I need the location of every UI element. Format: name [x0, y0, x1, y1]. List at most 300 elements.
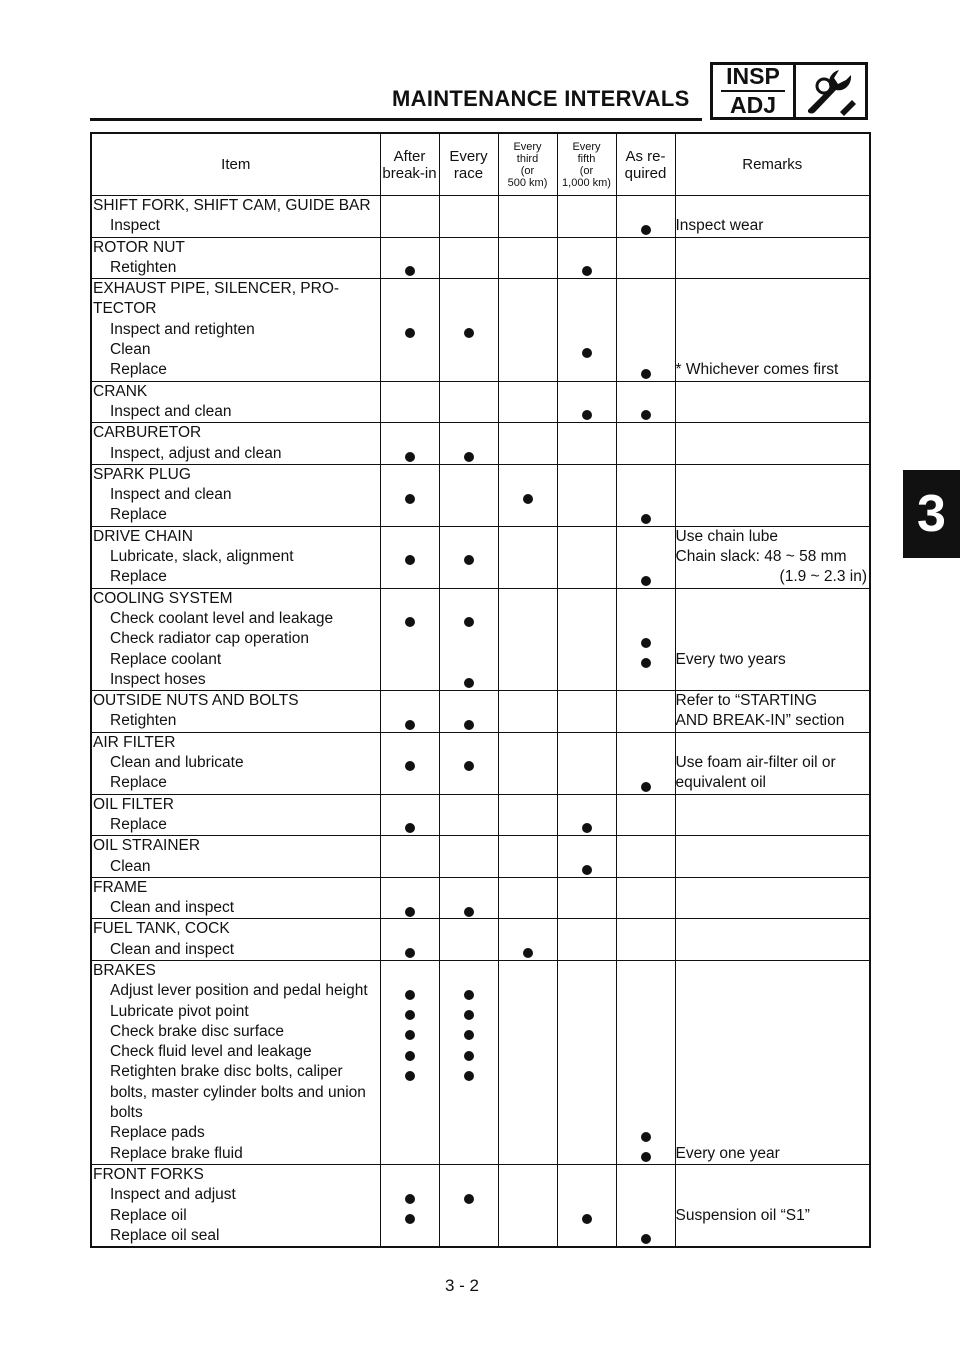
blank-line — [676, 1103, 870, 1123]
insp-adj-badge — [710, 62, 868, 120]
blank-line — [440, 773, 498, 793]
badge-bottom-text: ADJ — [729, 92, 776, 118]
blank-line — [617, 1062, 675, 1082]
category-label: TECTOR — [93, 300, 157, 318]
bullet-icon — [464, 990, 474, 1000]
mark-line — [381, 320, 439, 340]
interval-cell-as-required — [616, 464, 675, 526]
mark-line — [617, 567, 675, 587]
blank-line — [499, 1144, 557, 1164]
blank-line — [676, 670, 870, 690]
remarks-cell — [675, 381, 870, 423]
chapter-tab: 3 — [903, 470, 960, 558]
item-label: Replace coolant — [110, 650, 222, 668]
remarks-cell — [675, 960, 870, 1164]
blank-line — [676, 444, 870, 464]
blank-line — [558, 444, 616, 464]
interval-cell-as-required — [616, 526, 675, 588]
blank-line — [499, 836, 557, 856]
bullet-icon — [641, 782, 651, 792]
blank-line — [558, 423, 616, 443]
blank-line — [440, 1103, 498, 1123]
header-every-race: Every race — [439, 133, 498, 196]
item-label: Check coolant level and leakage — [110, 609, 334, 627]
blank-line — [617, 1002, 675, 1022]
item-cell — [91, 919, 380, 961]
blank-line — [676, 898, 870, 918]
interval-cell-as-required — [616, 732, 675, 794]
mark-line — [440, 1062, 498, 1082]
blank-line — [499, 711, 557, 731]
blank-line — [617, 465, 675, 485]
blank-line — [440, 382, 498, 402]
header-every-third: Every third (or 500 km) — [498, 133, 557, 196]
blank-line — [381, 505, 439, 525]
blank-line — [676, 299, 870, 319]
bullet-icon — [405, 1010, 415, 1020]
blank-line — [676, 589, 870, 609]
item-label: Replace oil seal — [110, 1226, 220, 1244]
blank-line — [499, 753, 557, 773]
blank-line — [440, 423, 498, 443]
interval-cell-every-race — [439, 794, 498, 836]
blank-line — [676, 857, 870, 877]
blank-line — [617, 444, 675, 464]
blank-line — [499, 629, 557, 649]
blank-line — [381, 836, 439, 856]
interval-cell-every-race — [439, 919, 498, 961]
category-label: ROTOR NUT — [93, 238, 185, 256]
bullet-icon — [641, 369, 651, 379]
table-row — [91, 588, 870, 690]
bullet-icon — [641, 576, 651, 586]
blank-line — [558, 981, 616, 1001]
blank-line — [381, 1103, 439, 1123]
blank-line — [617, 238, 675, 258]
interval-cell-every-fifth — [557, 423, 616, 465]
item-label: Clean and inspect — [110, 899, 235, 917]
remark-text: Suspension oil “S1” — [675, 1206, 810, 1224]
mark-line — [440, 1022, 498, 1042]
bullet-icon — [464, 1030, 474, 1040]
blank-line — [381, 691, 439, 711]
blank-line — [558, 547, 616, 567]
blank-line — [558, 733, 616, 753]
blank-line — [381, 423, 439, 443]
blank-line — [558, 609, 616, 629]
interval-cell-every-fifth — [557, 588, 616, 690]
remark-text: Chain slack: 48 ~ 58 mm — [675, 548, 847, 566]
blank-line — [440, 836, 498, 856]
blank-line — [499, 878, 557, 898]
interval-cell-every-race — [439, 526, 498, 588]
item-label: Inspect and clean — [110, 486, 232, 504]
blank-line — [676, 733, 870, 753]
interval-cell-every-fifth — [557, 381, 616, 423]
remark-text: Use foam air-filter oil or — [675, 754, 836, 772]
blank-line — [381, 1144, 439, 1164]
blank-line — [558, 1083, 616, 1103]
mark-line — [440, 1042, 498, 1062]
mark-line — [499, 940, 557, 960]
item-label: Replace brake fluid — [110, 1144, 243, 1162]
blank-line — [381, 279, 439, 299]
blank-line — [381, 1123, 439, 1143]
interval-cell-every-race — [439, 1164, 498, 1247]
mark-line — [381, 547, 439, 567]
blank-line — [558, 1002, 616, 1022]
blank-line — [381, 382, 439, 402]
blank-line — [676, 485, 870, 505]
bullet-icon — [405, 823, 415, 833]
badge-text — [713, 65, 796, 117]
table-row — [91, 794, 870, 836]
mark-line — [381, 981, 439, 1001]
header-remarks: Remarks — [675, 133, 870, 196]
interval-cell-after-break-in — [380, 279, 439, 381]
table-row — [91, 526, 870, 588]
blank-line — [499, 382, 557, 402]
item-cell — [91, 794, 380, 836]
interval-cell-as-required — [616, 960, 675, 1164]
blank-line — [440, 238, 498, 258]
bullet-icon — [582, 1214, 592, 1224]
category-label: COOLING SYSTEM — [93, 589, 233, 607]
category-label: OIL STRAINER — [93, 837, 201, 855]
mark-line — [440, 670, 498, 690]
item-label: Inspect and adjust — [110, 1186, 236, 1204]
category-label: OUTSIDE NUTS AND BOLTS — [93, 692, 299, 710]
blank-line — [499, 320, 557, 340]
blank-line — [499, 670, 557, 690]
blank-line — [617, 1185, 675, 1205]
blank-line — [499, 465, 557, 485]
bullet-icon — [405, 266, 415, 276]
interval-cell-after-break-in — [380, 423, 439, 465]
blank-line — [499, 691, 557, 711]
blank-line — [558, 320, 616, 340]
interval-cell-every-race — [439, 691, 498, 733]
blank-line — [676, 836, 870, 856]
interval-cell-every-fifth — [557, 732, 616, 794]
bullet-icon — [405, 494, 415, 504]
item-cell — [91, 836, 380, 878]
blank-line — [558, 465, 616, 485]
blank-line — [440, 196, 498, 216]
blank-line — [440, 1226, 498, 1246]
mark-line — [617, 216, 675, 236]
blank-line — [617, 898, 675, 918]
blank-line — [499, 609, 557, 629]
mark-line — [381, 753, 439, 773]
mark-line — [440, 753, 498, 773]
blank-line — [558, 279, 616, 299]
mark-line — [558, 857, 616, 877]
interval-cell-after-break-in — [380, 1164, 439, 1247]
blank-line — [440, 650, 498, 670]
blank-line — [558, 527, 616, 547]
blank-line — [558, 795, 616, 815]
blank-line — [558, 567, 616, 587]
blank-line — [499, 360, 557, 380]
mark-line — [558, 815, 616, 835]
bullet-icon — [464, 907, 474, 917]
blank-line — [676, 940, 870, 960]
bullet-icon — [405, 907, 415, 917]
blank-line — [676, 629, 870, 649]
item-cell — [91, 877, 380, 919]
remarks-cell — [675, 196, 870, 238]
blank-line — [558, 629, 616, 649]
remarks-cell — [675, 794, 870, 836]
bullet-icon — [464, 328, 474, 338]
item-label: Check brake disc surface — [110, 1022, 285, 1040]
bullet-icon — [405, 1030, 415, 1040]
blank-line — [440, 1165, 498, 1185]
interval-cell-every-third — [498, 732, 557, 794]
blank-line — [676, 320, 870, 340]
mark-line — [381, 609, 439, 629]
interval-cell-as-required — [616, 691, 675, 733]
blank-line — [617, 299, 675, 319]
interval-cell-every-race — [439, 279, 498, 381]
blank-line — [381, 961, 439, 981]
blank-line — [440, 402, 498, 422]
blank-line — [676, 505, 870, 525]
blank-line — [499, 1083, 557, 1103]
mark-line — [440, 981, 498, 1001]
category-label: CRANK — [93, 382, 148, 400]
blank-line — [558, 691, 616, 711]
mark-line — [499, 485, 557, 505]
interval-cell-as-required — [616, 877, 675, 919]
blank-line — [499, 1062, 557, 1082]
blank-line — [381, 299, 439, 319]
mark-line — [617, 360, 675, 380]
blank-line — [381, 567, 439, 587]
interval-cell-after-break-in — [380, 794, 439, 836]
blank-line — [558, 196, 616, 216]
header-item: Item — [91, 133, 380, 196]
mark-line — [381, 1206, 439, 1226]
mark-line — [617, 1226, 675, 1246]
item-label: bolts, master cylinder bolts and union — [110, 1083, 366, 1101]
blank-line — [617, 547, 675, 567]
blank-line — [381, 340, 439, 360]
blank-line — [617, 279, 675, 299]
header-rule — [90, 118, 702, 121]
blank-line — [499, 444, 557, 464]
blank-line — [440, 940, 498, 960]
interval-cell-as-required — [616, 237, 675, 279]
blank-line — [558, 878, 616, 898]
blank-line — [558, 360, 616, 380]
blank-line — [558, 711, 616, 731]
blank-line — [440, 733, 498, 753]
remarks-cell — [675, 464, 870, 526]
item-cell — [91, 237, 380, 279]
item-cell — [91, 1164, 380, 1247]
interval-cell-as-required — [616, 919, 675, 961]
blank-line — [558, 238, 616, 258]
bullet-icon — [405, 1051, 415, 1061]
remarks-cell — [675, 526, 870, 588]
blank-line — [440, 1206, 498, 1226]
bullet-icon — [641, 410, 651, 420]
blank-line — [499, 340, 557, 360]
blank-line — [617, 1103, 675, 1123]
mark-line — [617, 1123, 675, 1143]
blank-line — [381, 670, 439, 690]
interval-cell-every-third — [498, 1164, 557, 1247]
mark-line — [440, 320, 498, 340]
blank-line — [558, 589, 616, 609]
mark-line — [381, 258, 439, 278]
header-every-fifth: Every fifth (or 1,000 km) — [557, 133, 616, 196]
mark-line — [558, 1206, 616, 1226]
blank-line — [440, 1144, 498, 1164]
interval-cell-after-break-in — [380, 464, 439, 526]
bullet-icon — [464, 720, 474, 730]
item-label: Check fluid level and leakage — [110, 1043, 312, 1061]
item-label: Inspect, adjust and clean — [110, 444, 282, 462]
blank-line — [558, 650, 616, 670]
blank-line — [499, 1185, 557, 1205]
blank-line — [440, 465, 498, 485]
interval-cell-every-fifth — [557, 877, 616, 919]
bullet-icon — [641, 638, 651, 648]
blank-line — [558, 505, 616, 525]
blank-line — [558, 773, 616, 793]
blank-line — [499, 857, 557, 877]
interval-cell-every-third — [498, 526, 557, 588]
bullet-icon — [641, 658, 651, 668]
item-label: Replace — [110, 568, 167, 586]
interval-cell-every-race — [439, 588, 498, 690]
item-label: Inspect hoses — [110, 670, 206, 688]
mark-line — [381, 1185, 439, 1205]
category-label: FUEL TANK, COCK — [93, 920, 230, 938]
category-label: EXHAUST PIPE, SILENCER, PRO- — [93, 280, 340, 298]
interval-cell-every-race — [439, 423, 498, 465]
blank-line — [440, 1123, 498, 1143]
blank-line — [676, 1165, 870, 1185]
blank-line — [499, 299, 557, 319]
blank-line — [381, 1165, 439, 1185]
interval-cell-every-third — [498, 691, 557, 733]
bullet-icon — [405, 720, 415, 730]
blank-line — [558, 382, 616, 402]
table-row — [91, 919, 870, 961]
blank-line — [558, 836, 616, 856]
item-label: Lubricate, slack, alignment — [110, 548, 294, 566]
blank-line — [676, 279, 870, 299]
interval-cell-after-break-in — [380, 732, 439, 794]
interval-cell-after-break-in — [380, 381, 439, 423]
blank-line — [676, 423, 870, 443]
blank-line — [617, 340, 675, 360]
interval-cell-every-fifth — [557, 526, 616, 588]
blank-line — [499, 279, 557, 299]
item-label: Retighten — [110, 712, 177, 730]
interval-cell-as-required — [616, 1164, 675, 1247]
bullet-icon — [405, 990, 415, 1000]
blank-line — [676, 1062, 870, 1082]
blank-line — [381, 216, 439, 236]
interval-cell-every-third — [498, 794, 557, 836]
remarks-cell — [675, 588, 870, 690]
mark-line — [440, 711, 498, 731]
blank-line — [499, 961, 557, 981]
blank-line — [440, 258, 498, 278]
bullet-icon — [641, 514, 651, 524]
category-label: OIL FILTER — [93, 795, 174, 813]
blank-line — [676, 1022, 870, 1042]
blank-line — [499, 216, 557, 236]
blank-line — [440, 279, 498, 299]
interval-cell-every-fifth — [557, 464, 616, 526]
item-cell — [91, 196, 380, 238]
interval-cell-after-break-in — [380, 960, 439, 1164]
category-label: DRIVE CHAIN — [93, 527, 193, 545]
interval-cell-after-break-in — [380, 877, 439, 919]
blank-line — [499, 650, 557, 670]
blank-line — [440, 485, 498, 505]
item-cell — [91, 423, 380, 465]
blank-line — [558, 1226, 616, 1246]
blank-line — [617, 1083, 675, 1103]
interval-cell-every-race — [439, 877, 498, 919]
mark-line — [558, 340, 616, 360]
item-label: Replace — [110, 506, 167, 524]
table-row — [91, 279, 870, 381]
item-label: Replace — [110, 361, 167, 379]
remark-text: Refer to “STARTING — [675, 692, 818, 710]
header-after-break-in: After break-in — [380, 133, 439, 196]
item-label: bolts — [110, 1104, 143, 1122]
interval-cell-every-race — [439, 237, 498, 279]
mark-line — [440, 444, 498, 464]
blank-line — [381, 857, 439, 877]
blank-line — [676, 238, 870, 258]
interval-cell-every-third — [498, 279, 557, 381]
interval-cell-every-third — [498, 237, 557, 279]
blank-line — [499, 1123, 557, 1143]
blank-line — [440, 567, 498, 587]
blank-line — [617, 320, 675, 340]
item-label: Lubricate pivot point — [110, 1002, 249, 1020]
blank-line — [381, 629, 439, 649]
item-label: Retighten — [110, 258, 177, 276]
blank-line — [381, 1083, 439, 1103]
blank-line — [617, 961, 675, 981]
table-row — [91, 423, 870, 465]
blank-line — [381, 878, 439, 898]
blank-line — [499, 423, 557, 443]
interval-cell-after-break-in — [380, 588, 439, 690]
table-row — [91, 877, 870, 919]
blank-line — [499, 567, 557, 587]
blank-line — [499, 547, 557, 567]
blank-line — [617, 711, 675, 731]
blank-line — [676, 981, 870, 1001]
blank-line — [499, 527, 557, 547]
bullet-icon — [641, 1152, 651, 1162]
bullet-icon — [582, 266, 592, 276]
mark-line — [617, 505, 675, 525]
interval-cell-every-race — [439, 196, 498, 238]
interval-cell-every-fifth — [557, 196, 616, 238]
